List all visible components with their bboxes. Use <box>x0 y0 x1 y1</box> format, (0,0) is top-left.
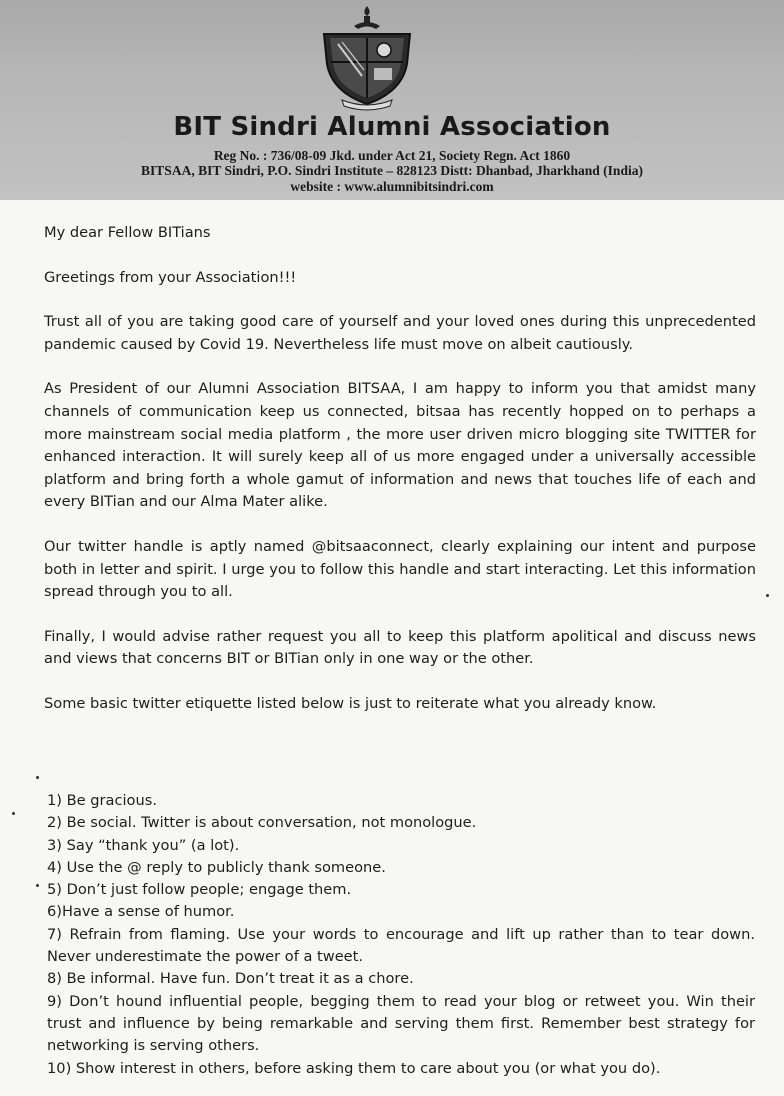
list-item: 8) Be informal. Have fun. Don’t treat it as a chore. <box>47 970 414 988</box>
paragraph-apolitical-request: Finally, I would advise rather request you all to keep this platform apolitical and discuss news and views that concerns BIT or BITian only in one way or the other. <box>44 627 756 668</box>
etiquette-list <box>47 790 755 1080</box>
org-name: BIT Sindri Alumni Association <box>173 112 611 142</box>
salutation: My dear Fellow BITians <box>44 224 211 241</box>
list-item: 2) Be social. Twitter is about conversation, not monologue. <box>47 814 477 832</box>
shield-crest-icon <box>314 4 420 112</box>
address-line: BITSAA, BIT Sindri, P.O. Sindri Institute – 828123 Distt: Dhanbad, Jharkhand (India) <box>141 163 643 178</box>
scan-speck <box>36 776 39 779</box>
website-line: website : www.alumnibitsindri.com <box>290 179 494 194</box>
scan-speck <box>36 884 39 887</box>
paragraph-twitter-handle: Our twitter handle is aptly named @bitsaaconnect, clearly explaining our intent and purpose both in letter and spirit. I urge you to follow this handle and start interacting. Let this information spread through you to all. <box>44 537 756 601</box>
list-item: 6)Have a sense of humor. <box>47 903 235 921</box>
list-item: 7) Refrain from flaming. Use your words to encourage and lift up rather than to tear down. Never underestimate the power of a tweet. <box>47 925 755 966</box>
paragraph-etiquette-intro: Some basic twitter etiquette listed below is just to reiterate what you already know. <box>44 694 657 712</box>
paragraph-twitter-announcement: As President of our Alumni Association BITSAA, I am happy to inform you that amidst many channels of communication keep us connected, bitsaa has recently hopped on to perhaps a more mainstream social media platform , the more user driven micro blogging site TWITTER for enhanced interaction. It will surely keep all of us more engaged under a universally accessible platform and bring forth a whole gamut of information and news that touches life of each and every BITian and our Alma Mater alike. <box>44 380 756 511</box>
list-item: 4) Use the @ reply to publicly thank someone. <box>47 858 386 876</box>
letter-body <box>44 222 756 738</box>
scan-speck <box>12 812 15 815</box>
list-item: 3) Say “thank you” (a lot). <box>47 836 240 854</box>
paragraph-covid: Trust all of you are taking good care of yourself and your loved ones during this unprecedented pandemic caused by Covid 19. Nevertheless life must move on albeit cautiously. <box>44 313 756 353</box>
list-item: 10) Show interest in others, before asking them to care about you (or what you do). <box>47 1059 661 1077</box>
list-item: 1) Be gracious. <box>47 792 157 809</box>
registration-line: Reg No. : 736/08-09 Jkd. under Act 21, Society Regn. Act 1860 <box>213 148 571 163</box>
greeting: Greetings from your Association!!! <box>44 268 297 286</box>
scan-speck <box>766 594 769 597</box>
list-item: 9) Don’t hound influential people, begging them to read your blog or retweet you. Win their trust and influence by being remarkable and serving them first. Remember best strategy for networking is serving others. <box>47 992 755 1055</box>
list-item: 5) Don’t just follow people; engage them. <box>47 881 352 899</box>
letterhead <box>0 0 784 200</box>
